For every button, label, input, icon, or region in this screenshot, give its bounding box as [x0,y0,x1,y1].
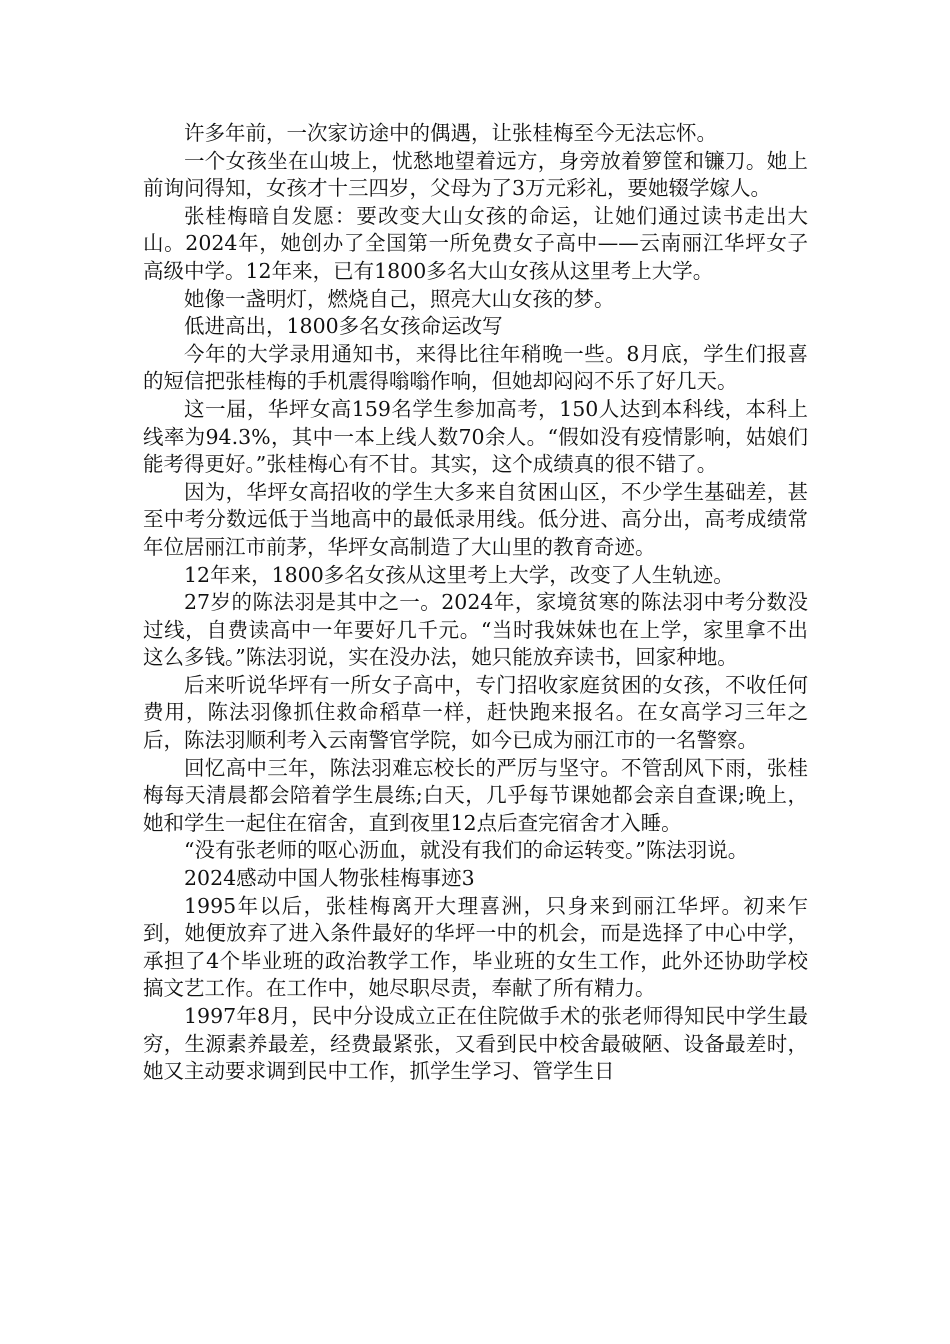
paragraph-12: “没有张老师的呕心沥血，就没有我们的命运转变。”陈法羽说。 [184,838,749,863]
paragraph-10: 后来听说华坪有一所女子高中，专门招收家庭贫困的女孩，不收任何费用，陈法羽像抓住救命稻草一样，赶快跑来报名。在女高学习三年之后，陈法羽顺利考入云南警官学院，如今已成为丽江市的一名警察。 [143,672,808,753]
paragraph-4: 她像一盏明灯，燃烧自己，照亮大山女孩的梦。 [184,286,615,311]
section-heading-2: 2024感动中国人物张桂梅事迹3 [184,866,475,891]
paragraph-1: 许多年前，一次家访途中的偶遇，让张桂梅至今无法忘怀。 [184,121,717,145]
section-heading-1: 低进高出，1800多名女孩命运改写 [184,314,503,339]
paragraph-11: 回忆高中三年，陈法羽难忘校长的严厉与坚守。不管刮风下雨，张桂梅每天清晨都会陪着学生晨练;白天，几乎每节课她都会亲自查课;晚上，她和学生一起住在宿舍，直到夜里12点后查完宿舍才入睡。 [143,755,808,835]
paragraph-13: 1995年以后，张桂梅离开大理喜洲，只身来到丽江华坪。初来乍到，她便放弃了进入条件最好的华坪一中的机会，而是选择了中心中学，承担了4个毕业班的政治教学工作，毕业班的女生工作，此外还协助学校搞文艺工作。在工作中，她尽职尽责，奉献了所有精力。 [143,893,808,1001]
paragraph-8: 12年来，1800多名女孩从这里考上大学，改变了人生轨迹。 [184,562,734,587]
paragraph-14: 1997年8月，民中分设成立正在住院做手术的张老师得知民中学生最穷，生源素养最差，经费最紧张，又看到民中校舍最破陋、设备最差时，她又主动要求调到民中工作，抓学生学习、管学生日 [143,1004,808,1084]
paragraph-9: 27岁的陈法羽是其中之一。2024年，家境贫寒的陈法羽中考分数没过线，自费读高中一年要好几千元。“当时我妹妹也在上学，家里拿不出这么多钱。”陈法羽说，实在没办法，她只能放弃读书，回家种地。 [143,590,808,670]
paragraph-6: 这一届，华坪女高159名学生参加高考，150人达到本科线，本科上线率为94.3%，其中一本上线人数70余人。“假如没有疫情影响，姑娘们能考得更好。”张桂梅心有不甘。其实，这个成绩真的很不错了。 [143,396,808,477]
paragraph-3: 张桂梅暗自发愿：要改变大山女孩的命运，让她们通过读书走出大山。2024年，她创办了全国第一所免费女子高中——云南丽江华坪女子高级中学。12年来，已有1800多名大山女孩从这里考上大学。 [143,203,808,283]
article-body [143,120,808,1086]
paragraph-2: 一个女孩坐在山坡上，忧愁地望着远方，身旁放着箩筐和镰刀。她上前询问得知，女孩才十三四岁，父母为了3万元彩礼，要她辍学嫁人。 [143,148,808,201]
paragraph-7: 因为，华坪女高招收的学生大多来自贫困山区，不少学生基础差，甚至中考分数远低于当地高中的最低录用线。低分进、高分出，高考成绩常年位居丽江市前茅，华坪女高制造了大山里的教育奇迹。 [143,479,808,559]
paragraph-5: 今年的大学录用通知书，来得比往年稍晚一些。8月底，学生们报喜的短信把张桂梅的手机震得嗡嗡作响，但她却闷闷不乐了好几天。 [143,341,808,394]
